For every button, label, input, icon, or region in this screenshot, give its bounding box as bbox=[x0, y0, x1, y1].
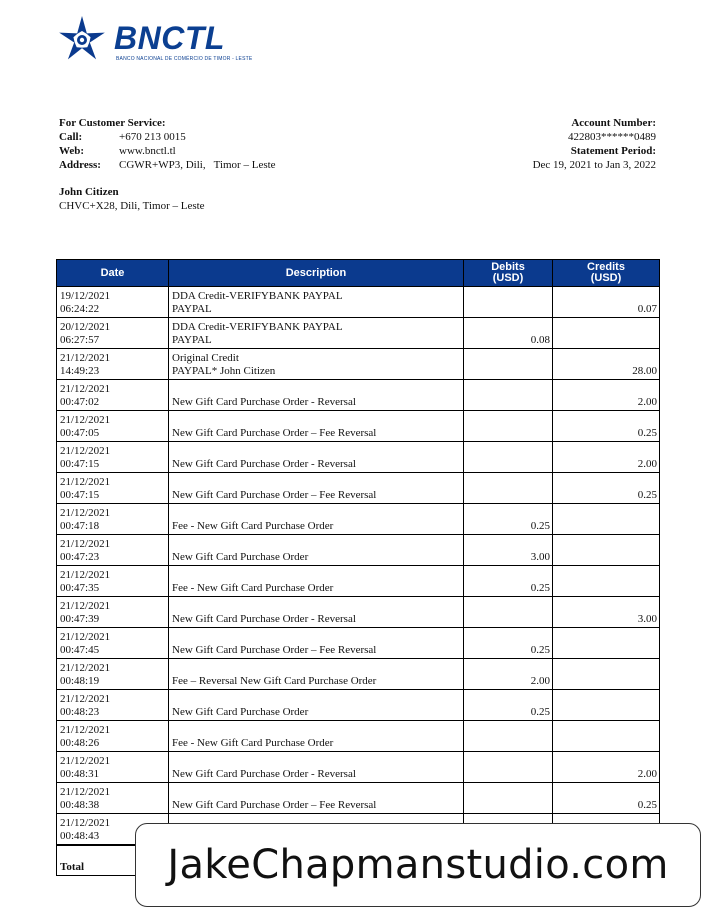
row-description-line1: DDA Credit-VERIFYBANK PAYPAL bbox=[172, 321, 343, 333]
row-description-line2: Fee – Reversal New Gift Card Purchase Order bbox=[172, 675, 377, 687]
header-credits-unit: (USD) bbox=[590, 272, 622, 284]
row-date-value: 21/12/2021 bbox=[60, 507, 111, 519]
row-debit bbox=[464, 659, 553, 690]
row-date bbox=[57, 659, 169, 690]
row-date bbox=[57, 783, 169, 814]
row-debit-value bbox=[467, 427, 550, 440]
row-date bbox=[57, 287, 169, 318]
row-description-line1: Original Credit bbox=[172, 352, 239, 364]
row-credit bbox=[553, 287, 660, 318]
row-debit bbox=[464, 349, 553, 380]
row-description bbox=[169, 287, 464, 318]
row-description bbox=[169, 473, 464, 504]
row-time-value: 00:47:02 bbox=[60, 396, 100, 408]
row-credit bbox=[553, 318, 660, 349]
row-date-value: 19/12/2021 bbox=[60, 290, 111, 302]
row-description bbox=[169, 318, 464, 349]
row-debit bbox=[464, 628, 553, 659]
row-description bbox=[169, 628, 464, 659]
row-time-value: 00:48:31 bbox=[60, 768, 100, 780]
header-credits bbox=[553, 260, 660, 287]
table-row bbox=[57, 690, 660, 721]
account-number-label: Account Number: bbox=[571, 117, 656, 129]
row-time-value: 06:27:57 bbox=[60, 334, 100, 346]
row-debit bbox=[464, 597, 553, 628]
table-row bbox=[57, 287, 660, 318]
row-credit-value bbox=[556, 706, 657, 719]
header-credits-label: Credits bbox=[587, 261, 625, 273]
row-date-value: 21/12/2021 bbox=[60, 383, 111, 395]
row-date bbox=[57, 442, 169, 473]
header-debits-unit: (USD) bbox=[492, 272, 524, 284]
statement-period-value: Dec 19, 2021 to Jan 3, 2022 bbox=[532, 159, 656, 171]
row-debit-value: 3.00 bbox=[530, 551, 550, 563]
bank-name: BNCTL bbox=[114, 20, 225, 56]
row-debit-value: 0.25 bbox=[530, 644, 550, 656]
row-time-value: 00:47:15 bbox=[60, 489, 100, 501]
row-credit-value: 2.00 bbox=[637, 396, 657, 408]
row-debit bbox=[464, 566, 553, 597]
row-credit bbox=[553, 504, 660, 535]
watermark-banner: JakeChapmanstudio.com bbox=[135, 823, 701, 907]
row-credit-value: 0.25 bbox=[637, 427, 657, 439]
row-description-line2: New Gift Card Purchase Order – Fee Reversal bbox=[172, 799, 377, 811]
row-description bbox=[169, 349, 464, 380]
statement-table bbox=[56, 259, 660, 876]
row-credit-value: 28.00 bbox=[632, 365, 657, 377]
row-debit-value: 2.00 bbox=[530, 675, 550, 687]
total-label: Total bbox=[57, 845, 169, 876]
row-credit bbox=[553, 411, 660, 442]
header-date: Date bbox=[57, 260, 169, 287]
row-description-line1 bbox=[172, 631, 461, 644]
row-date bbox=[57, 349, 169, 380]
row-description bbox=[169, 721, 464, 752]
row-description bbox=[169, 752, 464, 783]
row-date bbox=[57, 721, 169, 752]
row-date bbox=[57, 535, 169, 566]
row-debit-value: 0.25 bbox=[530, 520, 550, 532]
row-time-value: 00:48:38 bbox=[60, 799, 100, 811]
table-row bbox=[57, 721, 660, 752]
table-header-row bbox=[57, 260, 660, 287]
row-date-value: 21/12/2021 bbox=[60, 352, 111, 364]
row-credit bbox=[553, 349, 660, 380]
row-date-value: 21/12/2021 bbox=[60, 569, 111, 581]
row-time-value: 00:47:45 bbox=[60, 644, 100, 656]
table-row bbox=[57, 504, 660, 535]
table-row bbox=[57, 380, 660, 411]
row-description bbox=[169, 504, 464, 535]
row-description-line1 bbox=[172, 414, 461, 427]
row-time-value: 00:48:26 bbox=[60, 737, 100, 749]
row-debit bbox=[464, 442, 553, 473]
row-credit bbox=[553, 380, 660, 411]
row-credit bbox=[553, 690, 660, 721]
row-description-line1 bbox=[172, 538, 461, 551]
row-credit bbox=[553, 783, 660, 814]
row-description-line2: New Gift Card Purchase Order - Reversal bbox=[172, 396, 356, 408]
row-description-line2: New Gift Card Purchase Order – Fee Reversal bbox=[172, 644, 377, 656]
row-debit bbox=[464, 504, 553, 535]
row-debit-value bbox=[467, 799, 550, 812]
table-row bbox=[57, 566, 660, 597]
row-time-value: 00:47:15 bbox=[60, 458, 100, 470]
row-credit bbox=[553, 628, 660, 659]
row-date-value: 21/12/2021 bbox=[60, 693, 111, 705]
row-description bbox=[169, 535, 464, 566]
row-credit bbox=[553, 597, 660, 628]
row-description-line2: New Gift Card Purchase Order – Fee Reversal bbox=[172, 489, 377, 501]
customer-service-heading: For Customer Service: bbox=[59, 117, 166, 129]
row-description-line1: DDA Credit-VERIFYBANK PAYPAL bbox=[172, 290, 343, 302]
row-time-value: 00:47:23 bbox=[60, 551, 100, 563]
row-time-value: 00:48:19 bbox=[60, 675, 100, 687]
row-description-line1 bbox=[172, 724, 461, 737]
row-description-line2: New Gift Card Purchase Order - Reversal bbox=[172, 458, 356, 470]
row-credit-value: 0.25 bbox=[637, 489, 657, 501]
row-debit-value: 0.08 bbox=[530, 334, 550, 346]
row-date bbox=[57, 473, 169, 504]
row-credit-value: 0.25 bbox=[637, 799, 657, 811]
row-debit-value bbox=[467, 613, 550, 626]
row-credit-value: 2.00 bbox=[637, 768, 657, 780]
row-date bbox=[57, 597, 169, 628]
row-debit bbox=[464, 473, 553, 504]
customer-service-block bbox=[59, 116, 276, 172]
row-debit bbox=[464, 380, 553, 411]
row-description-line1 bbox=[172, 445, 461, 458]
row-description-line1 bbox=[172, 569, 461, 582]
table-row bbox=[57, 442, 660, 473]
row-description-line1 bbox=[172, 476, 461, 489]
row-description-line2: Fee - New Gift Card Purchase Order bbox=[172, 737, 334, 749]
row-time-value: 00:47:05 bbox=[60, 427, 100, 439]
row-time-value: 00:48:23 bbox=[60, 706, 100, 718]
call-label: Call: bbox=[59, 131, 83, 143]
row-description-line2: New Gift Card Purchase Order – Fee Reversal bbox=[172, 427, 377, 439]
row-debit bbox=[464, 318, 553, 349]
row-time-value: 00:47:18 bbox=[60, 520, 100, 532]
row-debit bbox=[464, 411, 553, 442]
bank-logo bbox=[56, 14, 256, 70]
row-description bbox=[169, 597, 464, 628]
customer-address: CHVC+X28, Dili, Timor – Leste bbox=[59, 200, 205, 212]
row-date-value: 21/12/2021 bbox=[60, 476, 111, 488]
row-description-line1 bbox=[172, 786, 461, 799]
header-debits-label: Debits bbox=[491, 261, 525, 273]
row-debit-value bbox=[467, 489, 550, 502]
table-row bbox=[57, 318, 660, 349]
row-credit bbox=[553, 473, 660, 504]
row-credit bbox=[553, 566, 660, 597]
row-debit-value bbox=[467, 365, 550, 378]
row-time-value: 00:48:43 bbox=[60, 829, 100, 842]
row-description-line1 bbox=[172, 693, 461, 706]
row-date bbox=[57, 752, 169, 783]
row-date bbox=[57, 380, 169, 411]
row-credit-value bbox=[556, 582, 657, 595]
row-debit-value bbox=[467, 303, 550, 316]
row-date-value: 21/12/2021 bbox=[60, 786, 111, 798]
row-credit bbox=[553, 752, 660, 783]
row-debit bbox=[464, 783, 553, 814]
row-date bbox=[57, 318, 169, 349]
row-debit-value bbox=[467, 768, 550, 781]
row-date-value: 21/12/2021 bbox=[60, 538, 111, 550]
row-debit bbox=[464, 721, 553, 752]
row-date-value: 21/12/2021 bbox=[60, 755, 111, 767]
row-description bbox=[169, 442, 464, 473]
row-credit-value bbox=[556, 644, 657, 657]
row-description-line2: Fee - New Gift Card Purchase Order bbox=[172, 582, 334, 594]
row-credit bbox=[553, 535, 660, 566]
row-description bbox=[169, 659, 464, 690]
row-debit-value bbox=[467, 737, 550, 750]
row-credit-value: 0.07 bbox=[637, 303, 657, 315]
row-description-line2: PAYPAL* John Citizen bbox=[172, 365, 276, 377]
customer-block bbox=[59, 185, 205, 213]
row-date-value: 21/12/2021 bbox=[60, 816, 111, 829]
row-date bbox=[57, 504, 169, 535]
table-row bbox=[57, 473, 660, 504]
row-credit-value bbox=[556, 737, 657, 750]
table-row bbox=[57, 783, 660, 814]
row-credit-value: 2.00 bbox=[637, 458, 657, 470]
row-debit-value: 0.25 bbox=[530, 582, 550, 594]
table-row bbox=[57, 659, 660, 690]
table-row bbox=[57, 411, 660, 442]
table-row bbox=[57, 349, 660, 380]
row-time-value: 00:47:39 bbox=[60, 613, 100, 625]
account-block bbox=[533, 116, 656, 172]
web-value[interactable]: www.bnctl.tl bbox=[119, 145, 176, 157]
row-date bbox=[57, 628, 169, 659]
row-date-value: 21/12/2021 bbox=[60, 631, 111, 643]
header-debits bbox=[464, 260, 553, 287]
customer-name: John Citizen bbox=[59, 186, 119, 198]
row-description-line1 bbox=[172, 755, 461, 768]
row-debit bbox=[464, 752, 553, 783]
row-time-value: 00:47:35 bbox=[60, 582, 100, 594]
row-date-value: 20/12/2021 bbox=[60, 321, 111, 333]
bank-subtitle: BANCO NACIONAL DE COMÉRCIO DE TIMOR - LESTE bbox=[116, 56, 253, 62]
row-date-value: 21/12/2021 bbox=[60, 662, 111, 674]
account-number-value: 422803******0489 bbox=[568, 131, 656, 143]
table-row bbox=[57, 535, 660, 566]
table-row bbox=[57, 628, 660, 659]
row-credit bbox=[553, 442, 660, 473]
row-credit-value bbox=[556, 520, 657, 533]
row-date-value: 21/12/2021 bbox=[60, 445, 111, 457]
row-time-value: 14:49:23 bbox=[60, 365, 100, 377]
row-description bbox=[169, 411, 464, 442]
row-description-line2: PAYPAL bbox=[172, 303, 212, 315]
row-credit-value: 3.00 bbox=[637, 613, 657, 625]
row-debit-value: 0.25 bbox=[530, 706, 550, 718]
row-credit bbox=[553, 721, 660, 752]
row-description-line2: PAYPAL bbox=[172, 334, 212, 346]
row-debit bbox=[464, 287, 553, 318]
row-date-value: 21/12/2021 bbox=[60, 414, 111, 426]
row-description-line1 bbox=[172, 507, 461, 520]
call-value: +670 213 0015 bbox=[119, 131, 186, 143]
row-debit bbox=[464, 690, 553, 721]
table-row bbox=[57, 752, 660, 783]
star-burst-icon bbox=[56, 14, 108, 66]
row-credit bbox=[553, 659, 660, 690]
row-date-value: 21/12/2021 bbox=[60, 600, 111, 612]
row-description-line2: New Gift Card Purchase Order - Reversal bbox=[172, 613, 356, 625]
row-date bbox=[57, 411, 169, 442]
web-label: Web: bbox=[59, 145, 85, 157]
statement-period-label: Statement Period: bbox=[570, 145, 656, 157]
row-description-line1 bbox=[172, 383, 461, 396]
row-date-value: 21/12/2021 bbox=[60, 724, 111, 736]
row-debit-value bbox=[467, 396, 550, 409]
row-description bbox=[169, 783, 464, 814]
row-description bbox=[169, 566, 464, 597]
row-credit-value bbox=[556, 334, 657, 347]
table-row bbox=[57, 597, 660, 628]
row-credit-value bbox=[556, 551, 657, 564]
address-value: CGWR+WP3, Dili, Timor – Leste bbox=[119, 159, 276, 171]
row-description bbox=[169, 690, 464, 721]
row-description-line2: New Gift Card Purchase Order bbox=[172, 706, 309, 718]
row-date bbox=[57, 566, 169, 597]
row-description-line1 bbox=[172, 662, 461, 675]
row-debit-value bbox=[467, 458, 550, 471]
address-label: Address: bbox=[59, 159, 101, 171]
row-credit-value bbox=[556, 675, 657, 688]
row-description-line1 bbox=[172, 600, 461, 613]
row-description-line2: Fee - New Gift Card Purchase Order bbox=[172, 520, 334, 532]
row-date bbox=[57, 690, 169, 721]
row-debit bbox=[464, 535, 553, 566]
row-description bbox=[169, 380, 464, 411]
header-description: Description bbox=[169, 260, 464, 287]
row-description-line2: New Gift Card Purchase Order bbox=[172, 551, 309, 563]
row-time-value: 06:24:22 bbox=[60, 303, 100, 315]
row-description-line2: New Gift Card Purchase Order - Reversal bbox=[172, 768, 356, 780]
